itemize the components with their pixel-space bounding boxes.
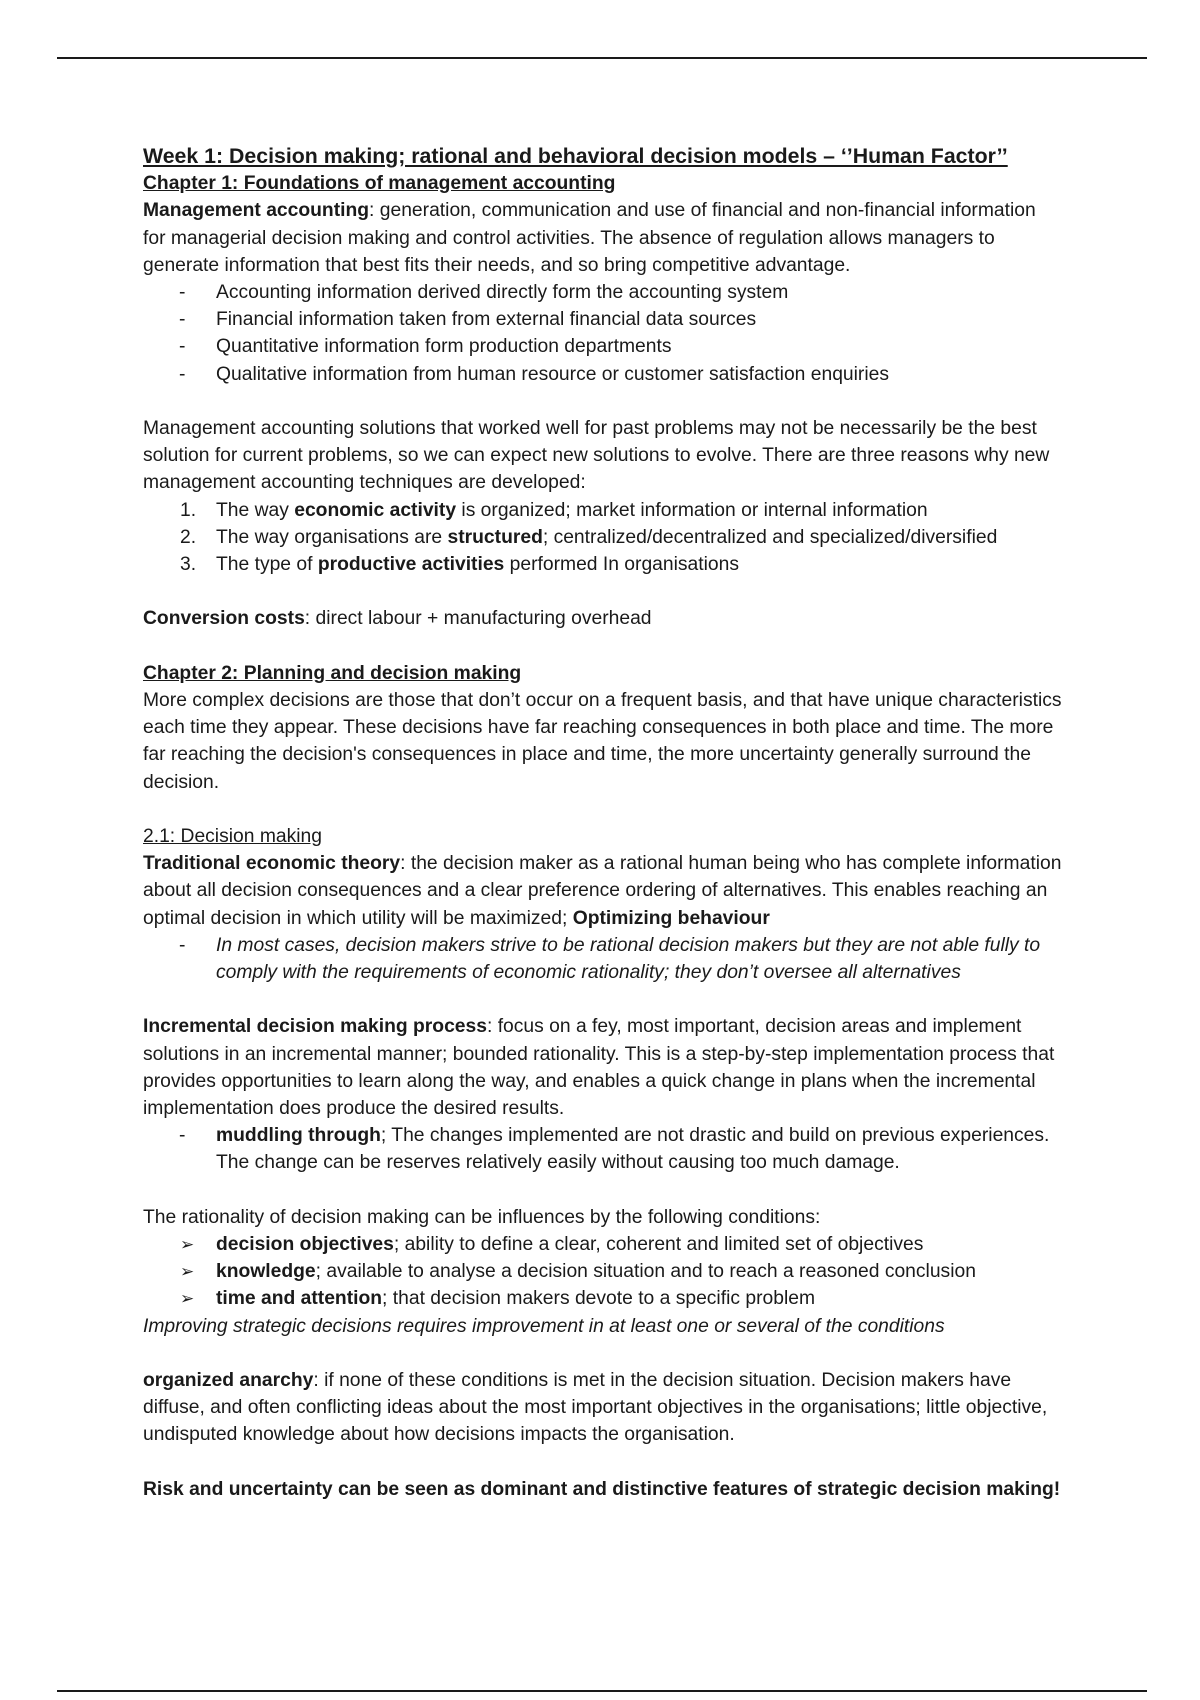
dash-bullet: - xyxy=(179,934,186,956)
dash-bullet: - xyxy=(179,363,186,385)
list-item-text: performed In organisations xyxy=(504,554,739,576)
list-item xyxy=(143,279,1063,306)
list-item-bold: muddling through xyxy=(216,1125,381,1147)
list-item-text: The way xyxy=(216,499,295,521)
information-types-list xyxy=(143,279,1063,388)
conditions-list xyxy=(143,1231,1063,1313)
definition-text: : direct labour + manufacturing overhead xyxy=(304,608,652,630)
conversion-costs-definition xyxy=(143,605,1063,632)
definition-bold-end: Optimizing behaviour xyxy=(572,907,770,929)
dash-bullet: - xyxy=(179,309,186,331)
traditional-theory-notes xyxy=(143,932,1063,986)
list-item-bold: productive activities xyxy=(317,554,505,576)
list-item-text: Qualitative information from human resource or customer satisfaction enquiries xyxy=(216,363,889,385)
incremental-notes xyxy=(143,1122,1063,1176)
arrow-bullet-icon: ➢ xyxy=(180,1289,195,1309)
dash-bullet: - xyxy=(179,336,186,358)
list-item-text: ; that decision makers devote to a specific problem xyxy=(382,1288,816,1310)
definition-term: Management accounting xyxy=(143,200,370,222)
chapter-1-heading: Chapter 1: Foundations of management accounting xyxy=(143,173,616,195)
solutions-paragraph: Management accounting solutions that worked well for past problems may not be necessarily be the best solution for current problems, so we can expect new solutions to evolve. There are three reasons why new management accounting techniques are developed: xyxy=(143,418,1050,494)
list-item xyxy=(143,306,1063,333)
definition-text: : focus on a fey, most important, decision areas and implement solutions in an incremental manner; bounded rationality. This is a step-by-step implementation process that provides opportunities to learn along the way, and enables a quick change in plans when the incremental implementation does produce the desired results. xyxy=(143,1016,1055,1120)
list-item xyxy=(143,551,1063,578)
definition-term: Conversion costs xyxy=(143,608,305,630)
list-item xyxy=(143,524,1063,551)
reasons-list xyxy=(143,497,1063,579)
arrow-bullet-icon: ➢ xyxy=(180,1262,195,1282)
incremental-process-definition xyxy=(143,1013,1063,1122)
closing-statement-text: Risk and uncertainty can be seen as dominant and distinctive features of strategic decision making! xyxy=(143,1478,1061,1500)
section-2-1-heading: 2.1: Decision making xyxy=(143,826,322,848)
definition-text: : generation, communication and use of financial and non-financial information for managerial decision making and control activities. The absence of regulation allows managers to generate information that best fits their needs, and so bring competitive advantage. xyxy=(143,200,1036,276)
organized-anarchy-definition xyxy=(143,1367,1063,1449)
list-number: 1. xyxy=(180,499,197,521)
list-item xyxy=(143,1258,1063,1285)
list-item-text: ; centralized/decentralized and specialized/diversified xyxy=(542,526,998,548)
list-item-bold: structured xyxy=(447,526,543,548)
conditions-note xyxy=(143,1313,1063,1340)
bottom-rule xyxy=(57,1690,1147,1692)
list-item-text: is organized; market information or internal information xyxy=(456,499,928,521)
top-rule xyxy=(57,57,1147,59)
definition-term: organized anarchy xyxy=(143,1370,314,1392)
list-number: 3. xyxy=(180,554,197,576)
arrow-bullet-icon: ➢ xyxy=(180,1235,195,1255)
document-body xyxy=(143,143,1063,1503)
conditions-note-text: Improving strategic decisions requires improvement in at least one or several of the conditions xyxy=(143,1315,945,1337)
definition-text: : the decision maker as a rational human being who has complete information about all decision consequences and a clear preference ordering of alternatives. This enables reaching an optimal decision in which utility will be maximized; xyxy=(143,853,1062,929)
list-item xyxy=(143,497,1063,524)
list-item xyxy=(143,333,1063,360)
traditional-theory-definition xyxy=(143,850,1063,932)
list-item-text: Quantitative information form production departments xyxy=(216,336,672,358)
list-item xyxy=(143,1285,1063,1312)
definition-term: Incremental decision making process xyxy=(143,1016,487,1038)
list-item xyxy=(143,932,1063,986)
list-item-bold: decision objectives xyxy=(216,1234,394,1256)
list-item xyxy=(143,361,1063,388)
list-item-text: In most cases, decision makers strive to be rational decision makers but they are not able fully to comply with the requirements of economic rationality; they don’t oversee all alternatives xyxy=(216,934,1041,984)
list-item xyxy=(143,1122,1063,1176)
management-accounting-definition xyxy=(143,197,1063,279)
list-item-bold: economic activity xyxy=(294,499,457,521)
dash-bullet: - xyxy=(179,282,186,304)
list-item-bold: time and attention xyxy=(216,1288,383,1310)
list-item-text: The way organisations are xyxy=(216,526,448,548)
list-item xyxy=(143,1231,1063,1258)
list-number: 2. xyxy=(180,526,197,548)
list-item-text: The type of xyxy=(216,554,318,576)
conditions-intro: The rationality of decision making can be influences by the following conditions: xyxy=(143,1206,821,1228)
list-item-bold: knowledge xyxy=(216,1261,316,1283)
dash-bullet: - xyxy=(179,1125,186,1147)
list-item-text: Financial information taken from external financial data sources xyxy=(216,309,757,331)
list-item-text: ; available to analyse a decision situation and to reach a reasoned conclusion xyxy=(315,1261,976,1283)
complex-decisions-paragraph: More complex decisions are those that don’t occur on a frequent basis, and that have unique characteristics each time they appear. These decisions have far reaching consequences in both place and time. The more far reaching the decision's consequences in place and time, the more uncertainty generally surround the decision. xyxy=(143,690,1062,793)
list-item-text: ; ability to define a clear, coherent and limited set of objectives xyxy=(393,1234,924,1256)
list-item-text: Accounting information derived directly form the accounting system xyxy=(216,282,789,304)
closing-statement xyxy=(143,1476,1063,1503)
list-item-text: ; The changes implemented are not drastic and build on previous experiences. The change can be reserves relatively easily without causing too much damage. xyxy=(216,1125,1050,1174)
definition-term: Traditional economic theory xyxy=(143,853,401,875)
page-title: Week 1: Decision making; rational and behavioral decision models – ‘’Human Factor’’ xyxy=(143,144,1008,168)
chapter-2-heading: Chapter 2: Planning and decision making xyxy=(143,662,522,684)
definition-text: : if none of these conditions is met in the decision situation. Decision makers have diffuse, and often conflicting ideas about the most important objectives in the organisations; little objective, undisputed knowledge about how decisions impacts the organisation. xyxy=(143,1370,1048,1446)
